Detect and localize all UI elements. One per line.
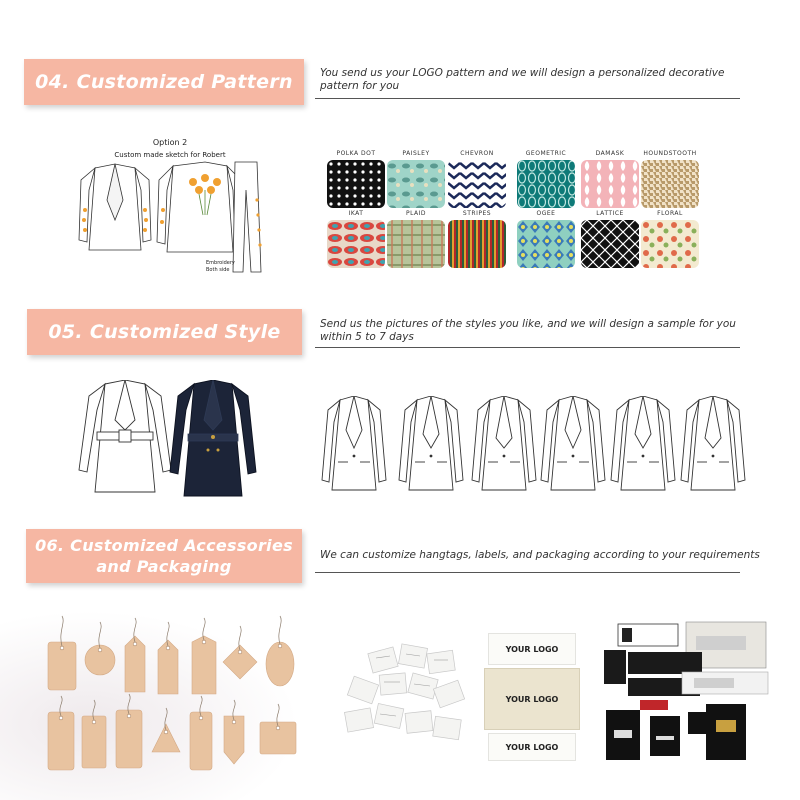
- blazer-sketch: [395, 396, 467, 496]
- blazer-sketch: [537, 396, 609, 496]
- section-05-title: 05. Customized Style: [48, 321, 281, 343]
- section-06-description: We can customize hangtags, labels, and packaging according to your requirements: [320, 549, 760, 561]
- pattern-swatch: [517, 160, 575, 208]
- section-05-banner: [27, 309, 302, 355]
- pattern-swatch: [641, 160, 699, 208]
- section-04-banner: [24, 59, 304, 105]
- section-05-description: Send us the pictures of the styles you like, and we will design a sample for you within 5 to 7 days: [320, 318, 736, 343]
- pattern-label: CHEVRON: [460, 150, 494, 157]
- section-05-divider: [315, 347, 740, 348]
- pattern-swatch: [581, 160, 639, 208]
- section-06-divider: [315, 572, 740, 573]
- pattern-swatch: [327, 220, 385, 268]
- pattern-label: IKAT: [348, 210, 364, 217]
- blazer-sketch: [318, 396, 390, 496]
- sketch-option-label: Option 2: [152, 138, 188, 147]
- section-04-title: 04. Customized Pattern: [35, 71, 293, 93]
- blazer-sketch: [607, 396, 679, 496]
- pattern-label: DAMASK: [595, 150, 625, 157]
- woven-label-top: [488, 633, 576, 665]
- pattern-label: HOUNDSTOOTH: [643, 150, 697, 157]
- white-belted-coat-sketch: [75, 380, 175, 500]
- pattern-swatch: [387, 160, 445, 208]
- silica-gel-packets: [340, 640, 470, 750]
- pattern-swatch: [448, 160, 506, 208]
- pattern-label: STRIPES: [462, 210, 492, 217]
- assorted-brand-labels: [604, 620, 774, 770]
- pattern-swatch: [641, 220, 699, 268]
- sketch-note-1: Embroidery: [206, 260, 235, 266]
- section-06-banner: [26, 529, 302, 583]
- blazer-sketch: [677, 396, 749, 496]
- section-04-divider: [315, 98, 740, 99]
- pattern-swatch: [327, 160, 385, 208]
- pattern-label: GEOMETRIC: [525, 150, 567, 157]
- woven-label-top-text: YOUR LOGO: [505, 644, 559, 654]
- woven-label-bottom: [488, 733, 576, 761]
- pattern-label: FLORAL: [657, 210, 683, 217]
- sketch-caption: Custom made sketch for Robert: [114, 151, 226, 159]
- blazer-sketch: [468, 396, 540, 496]
- pattern-swatch: [517, 220, 575, 268]
- pattern-swatch: [387, 220, 445, 268]
- navy-coat-sketch: [168, 380, 258, 502]
- woven-label-bottom-text: YOUR LOGO: [505, 742, 559, 752]
- section-06-title-line1: 06. Customized Accessories: [35, 536, 293, 555]
- pattern-label: PAISLEY: [402, 150, 430, 157]
- section-06-title-line2: and Packaging: [96, 557, 232, 576]
- pattern-label: PLAID: [405, 210, 427, 217]
- pattern-swatch: [581, 220, 639, 268]
- pattern-label: OGEE: [536, 210, 556, 217]
- kraft-hangtags: [40, 612, 310, 772]
- sketch-note-2: Both side: [206, 267, 230, 273]
- pattern-label: POLKA DOT: [336, 150, 376, 157]
- suit-sketch: [75, 160, 265, 280]
- pattern-swatch: [448, 220, 506, 268]
- section-04-description: You send us your LOGO pattern and we will design a personalized decorative pattern for you: [320, 67, 725, 92]
- canvas-label-middle: [484, 668, 580, 730]
- canvas-label-middle-text: YOUR LOGO: [505, 694, 559, 704]
- pattern-label: LATTICE: [596, 210, 624, 217]
